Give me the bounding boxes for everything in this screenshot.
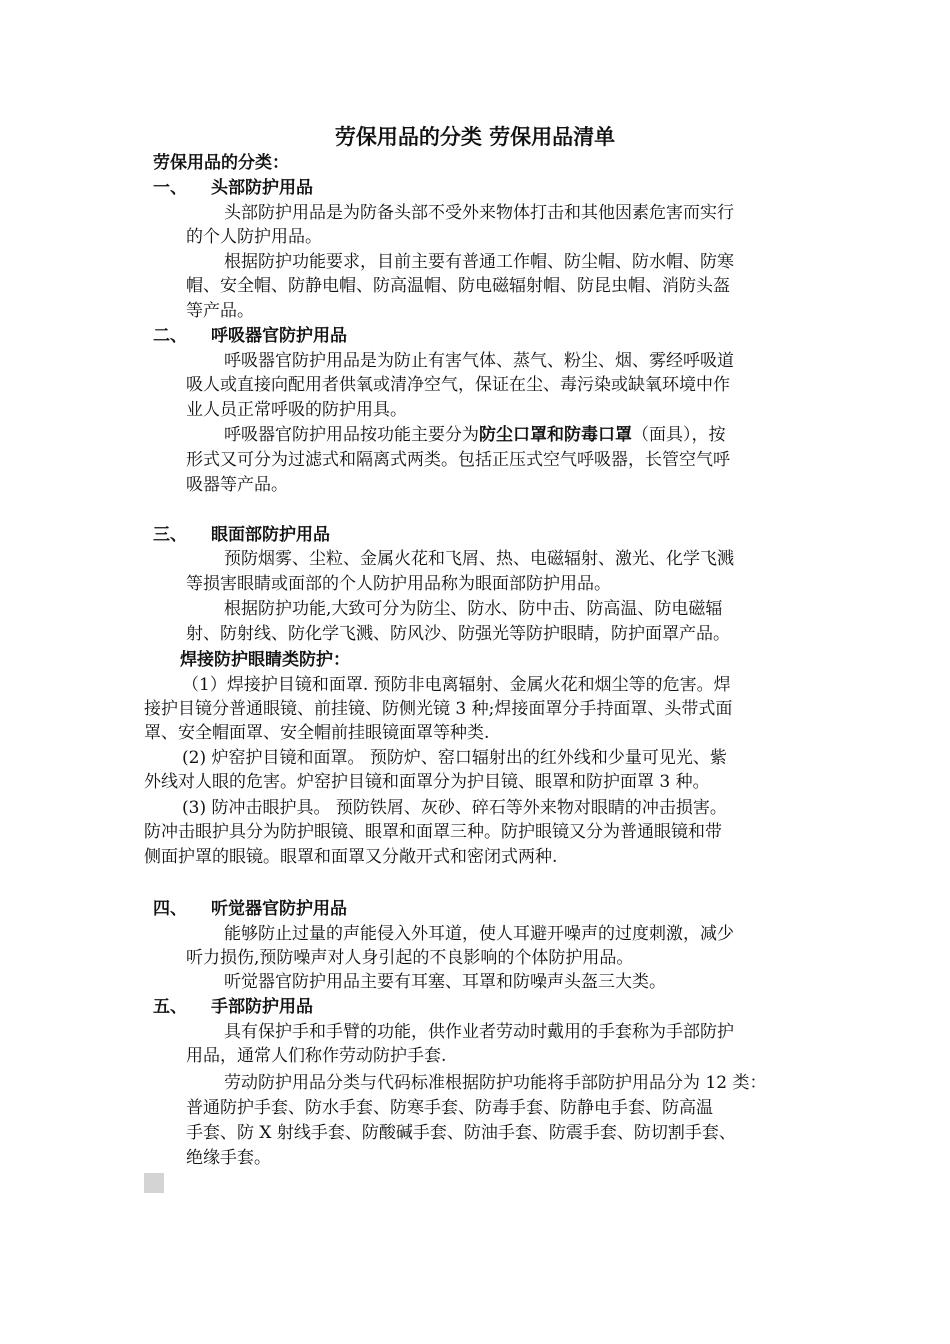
section-4-number: 四、 (153, 899, 187, 919)
section-3-number: 三、 (153, 525, 187, 545)
paragraph-line: (3) 防冲击眼护具。 预防铁屑、灰砂、碎石等外来物对眼睛的冲击损害。 (182, 798, 727, 818)
section-5-number: 五、 (153, 997, 187, 1017)
section-1-title: 头部防护用品 (211, 178, 313, 198)
paragraph-line: 形式又可分为过滤式和隔离式两类。包括正压式空气呼吸器，长管空气呼 (186, 450, 730, 470)
paragraph-line: 吸人或直接向配用者供氧或清净空气，保证在尘、毒污染或缺氧环境中作 (186, 375, 730, 395)
paragraph-line: 罩、安全帽面罩、安全帽前挂眼镜面罩等种类. (144, 723, 490, 743)
paragraph-line: 吸器等产品。 (186, 475, 288, 495)
paragraph-line: 侧面护罩的眼镜。眼罩和面罩又分敞开式和密闭式两种. (144, 847, 558, 867)
paragraph-line: 业人员正常呼吸的防护用具。 (186, 400, 407, 420)
section-subtitle: 劳保用品的分类： (153, 153, 289, 173)
paragraph-line: 接护目镜分普通眼镜、前挂镜、防侧光镜 3 种;焊接面罩分手持面罩、头带式面 (144, 699, 733, 719)
paragraph-line: 防冲击眼护具分为防护眼镜、眼罩和面罩三种。防护眼镜又分为普通眼镜和带 (144, 822, 722, 842)
page-title: 劳保用品的分类 劳保用品清单 (334, 124, 616, 149)
paragraph-line (224, 424, 726, 446)
section-5-title: 手部防护用品 (211, 997, 313, 1017)
paragraph-line: 具有保护手和手臂的功能，供作业者劳动时戴用的手套称为手部防护 (224, 1022, 734, 1042)
bold-text-run: 防尘口罩和防毒口罩 (479, 425, 632, 445)
paragraph-line: 听力损伤,预防噪声对人身引起的不良影响的个体防护用品。 (186, 948, 634, 968)
subsection-heading: 焊接防护眼睛类防护： (180, 650, 350, 670)
paragraph-line: 等产品。 (186, 301, 254, 321)
section-5-heading (153, 996, 313, 1018)
section-1-number: 一、 (153, 178, 187, 198)
paragraph-line: 外线对人眼的危害。炉窑护目镜和面罩分为护目镜、眼罩和防护面罩 3 种。 (144, 772, 710, 792)
section-2-title: 呼吸器官防护用品 (211, 326, 347, 346)
paragraph-line: 绝缘手套。 (186, 1148, 271, 1168)
paragraph-line: 等损害眼睛或面部的个人防护用品称为眼面部防护用品。 (186, 574, 611, 594)
section-4-title: 听觉器官防护用品 (211, 899, 347, 919)
paragraph-line: 根据防护功能要求，目前主要有普通工作帽、防尘帽、防水帽、防寒 (224, 252, 734, 272)
paragraph-line: 头部防护用品是为防备头部不受外来物体打击和其他因素危害而实行 (224, 203, 734, 223)
paragraph-line: 普通防护手套、防水手套、防寒手套、防毒手套、防静电手套、防高温 (186, 1098, 713, 1118)
paragraph-line: 帽、安全帽、防静电帽、防高温帽、防电磁辐射帽、防昆虫帽、消防头盔 (186, 276, 730, 296)
section-4-heading (153, 898, 347, 920)
paragraph-line: 射、防射线、防化学飞溅、防风沙、防强光等防护眼睛，防护面罩产品。 (186, 624, 730, 644)
section-3-title: 眼面部防护用品 (211, 525, 330, 545)
section-2-heading (153, 325, 347, 347)
paragraph-line: 听觉器官防护用品主要有耳塞、耳罩和防噪声头盔三大类。 (224, 972, 666, 992)
section-3-heading (153, 524, 330, 546)
paragraph-line: 的个人防护用品。 (186, 227, 322, 247)
paragraph-line: 呼吸器官防护用品是为防止有害气体、蒸气、粉尘、烟、雾经呼吸道 (224, 351, 734, 371)
section-2-number: 二、 (153, 326, 187, 346)
paragraph-line: 根据防护功能,大致可分为防尘、防水、防中击、防高温、防电磁辐 (224, 599, 723, 619)
page-marker (144, 1173, 164, 1193)
paragraph-line: 劳动防护用品分类与代码标准根据防护功能将手部防护用品分为 12 类： (224, 1073, 767, 1093)
paragraph-line: (2) 炉窑护目镜和面罩。 预防炉、窑口辐射出的红外线和少量可见光、紫 (182, 748, 727, 768)
text-run: （面具），按 (632, 425, 726, 445)
paragraph-line: （1）焊接护目镜和面罩. 预防非电离辐射、金属火花和烟尘等的危害。焊 (182, 675, 731, 695)
text-run: 呼吸器官防护用品按功能主要分为 (224, 425, 479, 445)
paragraph-line: 预防烟雾、尘粒、金属火花和飞屑、热、电磁辐射、激光、化学飞溅 (224, 549, 734, 569)
paragraph-line: 能够防止过量的声能侵入外耳道，使人耳避开噪声的过度刺激，减少 (224, 924, 734, 944)
paragraph-line: 手套、防 X 射线手套、防酸碱手套、防油手套、防震手套、防切割手套、 (186, 1123, 736, 1143)
paragraph-line: 用品，通常人们称作劳动防护手套. (186, 1046, 447, 1066)
section-1-heading (153, 177, 313, 199)
